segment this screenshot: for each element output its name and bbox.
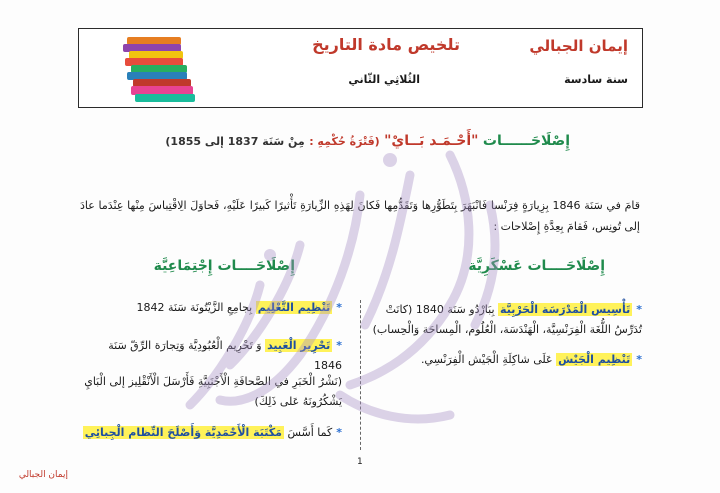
social-reforms-heading: إِصْلَاحَــــات إِجْتِمَاعِيَّة [153,258,295,274]
social-item [80,298,342,318]
document-title: تلخيص مادة التاريخ [312,35,460,54]
intro-paragraph: قامَ في سَنَة 1846 بِزِيارَةٍ فِرَنْسا فَانْبَهَرَ بِتَطَوُّرِها وَتَقَدُّمِها فَكانَ لِهَذِهِ الزِّيارَةِ تَأْثيرًا كَبيرًا عَلَيْهِ، فَحاوَلَ الِاقْتِباسَ مِنْها عِنْدَما عادَ إلى تُونِس، فَقامَ بِعِدَّةِ إِصْلاحات : [80,199,640,233]
trimester-label: الثُلاثِي الثّاني [348,73,420,86]
military-item [372,350,642,370]
books-stack-icon [121,35,201,103]
bullet: * [636,353,642,366]
item-text: (نَشْرُ الْخَبَرِ في الصَّحافَةِ الْأَجْنَبِيَّةِ فَأَرْسَلَ الْأَنْقْلِيز إلى الْبَايِ يَشْكُرُونَهُ عَلى ذَلِكَ) [84,375,342,408]
highlighted-term: مَكْتَبَة الْأَحْمَدِيَّة وَأَصْلَحَ النِّظام الْجِبائِي [84,426,282,439]
item-text: وَ تَحْرِيم الْعُبُودِيَّة وَتِجارَة الرِّقّ سَنَة 1846 [108,339,342,372]
bullet: * [336,301,342,314]
main-heading [165,133,570,149]
bullet: * [636,303,642,316]
footer-author: إيمان الجبالي [18,470,68,480]
item-text: عَلَى شاكِلَةِ الْجَيْش الْفِرَنْسِي. [420,353,557,366]
column-divider [360,300,361,450]
highlighted-term: تَنْظِيم الْجَيْش [558,353,631,366]
heading-part-reforms: إِصْلَاحَــــــات [482,133,570,149]
item-text: بِجامِعِ الزَّيْتُونَة سَنَة 1842 [136,301,256,314]
heading-part-period: (فَتْرَةُ حُكْمِهِ : [309,135,380,148]
military-item [372,300,642,340]
highlighted-term: تَنْظِيم التَّعْلِيم [257,301,331,314]
page-number: 1 [357,457,363,467]
military-reforms-heading: إِصْلَاحَــــات عَسْكَرِيَّة [468,258,605,274]
heading-part-years: مِنْ سَنَة 1837 إلى 1855) [165,135,305,148]
bullet: * [336,426,342,439]
highlighted-term: تَحْرِير الْعَبِيد [267,339,331,352]
social-item-note [80,372,342,412]
social-item [80,423,342,443]
author-name: إيمان الجبالي [529,37,628,55]
item-text: كَما أَسَّسَ [283,426,333,439]
heading-part-name: "أَحْـمَـد بَــايْ" [384,133,479,149]
header-box [78,28,643,108]
social-item [80,336,342,376]
bullet: * [336,339,342,352]
item-text: بِبَارْدُو سَنَة 1840 (كانَتْ تُدَرِّسُ اللُّغَة الْفِرَنْسِيَّة، الْهَنْدَسَة، الْعُلُوم، الْمِساحَة وَالْحِساب) [372,303,642,336]
highlighted-term: تَأْسِيس الْمَدْرَسَة الْحَرْبِيَّة [500,303,631,316]
class-level: سنة سادسة [564,73,628,86]
